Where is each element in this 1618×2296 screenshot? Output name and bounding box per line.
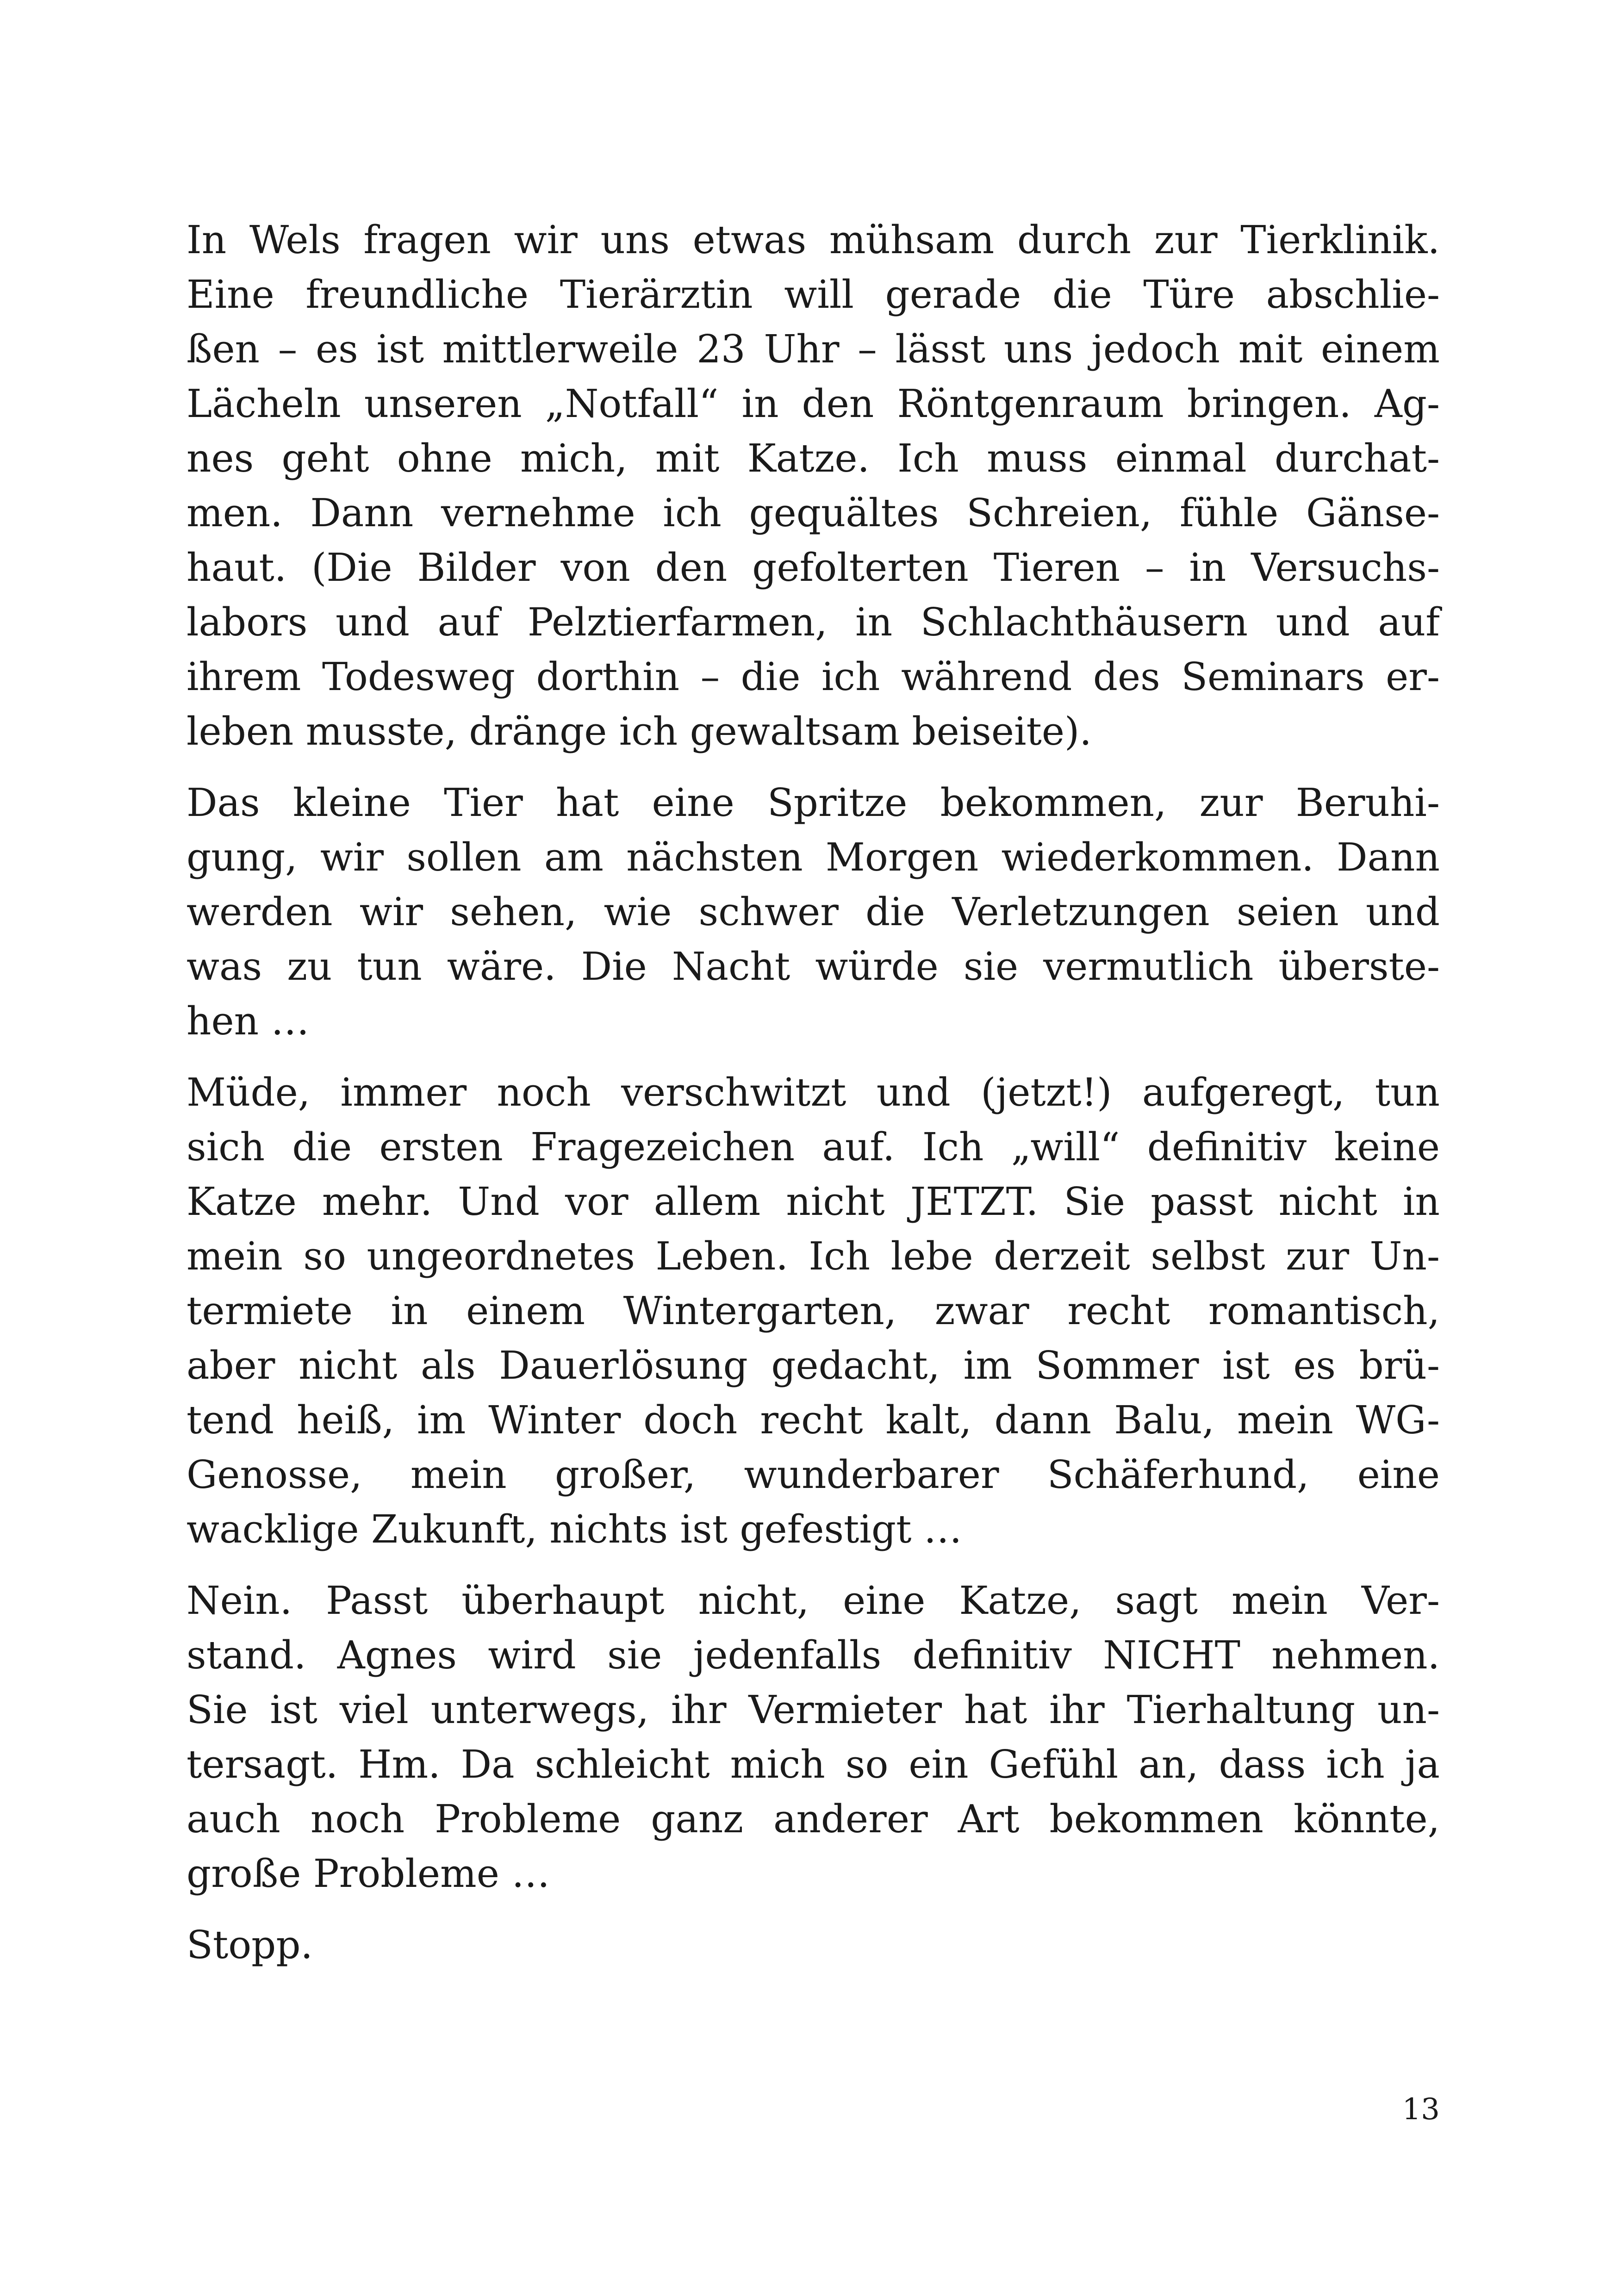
text-line: termiete in einem Wintergarten, zwar recht romantisch, [187, 1288, 1440, 1333]
text-line: große Probleme … [187, 1851, 550, 1896]
text-line: labors und auf Pelztierfarmen, in Schlachthäusern und auf [187, 600, 1440, 645]
text-line: mein so ungeordnetes Leben. Ich lebe derzeit selbst zur Un- [187, 1234, 1440, 1279]
paragraph-1 [187, 213, 1440, 759]
text-line: ihrem Todesweg dorthin – die ich während des Seminars er- [187, 654, 1440, 699]
text-line: tend heiß, im Winter doch recht kalt, dann Balu, mein WG- [187, 1398, 1440, 1443]
text-line: sich die ersten Fragezeichen auf. Ich „will“ definitiv keine [187, 1125, 1440, 1170]
text-line: men. Dann vernehme ich gequältes Schreien, fühle Gänse- [187, 491, 1440, 535]
text-line: Katze mehr. Und vor allem nicht JETZT. Sie passt nicht in [187, 1179, 1440, 1224]
body-text [187, 213, 1440, 1989]
text-line: Eine freundliche Tierärztin will gerade die Türe abschlie- [187, 272, 1440, 317]
text-line: leben musste, dränge ich gewaltsam beiseite). [187, 709, 1092, 754]
text-line: Lächeln unseren „Notfall“ in den Röntgenraum bringen. Ag- [187, 381, 1440, 426]
paragraph-3 [187, 1065, 1440, 1557]
page-number: 13 [1402, 2092, 1440, 2127]
text-line: nes geht ohne mich, mit Katze. Ich muss einmal durchat- [187, 436, 1440, 481]
text-line: ßen – es ist mittlerweile 23 Uhr – lässt uns jedoch mit einem [187, 327, 1440, 372]
text-line: aber nicht als Dauerlösung gedacht, im Sommer ist es brü- [187, 1343, 1440, 1388]
text-line: tersagt. Hm. Da schleicht mich so ein Gefühl an, dass ich ja [187, 1742, 1440, 1787]
text-line: haut. (Die Bilder von den gefolterten Tieren – in Versuchs- [187, 545, 1440, 590]
text-line: hen … [187, 999, 310, 1044]
text-line: Das kleine Tier hat eine Spritze bekommen, zur Beruhi- [187, 780, 1440, 825]
text-line: gung, wir sollen am nächsten Morgen wiederkommen. Dann [187, 835, 1440, 880]
paragraph-4 [187, 1574, 1440, 1901]
text-line: Müde, immer noch verschwitzt und (jetzt!) aufgeregt, tun [187, 1070, 1440, 1115]
text-line: Genosse, mein großer, wunderbarer Schäferhund, eine [187, 1452, 1440, 1497]
text-line: stand. Agnes wird sie jedenfalls definitiv NICHT nehmen. [187, 1633, 1440, 1678]
text-line: auch noch Probleme ganz anderer Art bekommen könnte, [187, 1797, 1440, 1842]
text-line: In Wels fragen wir uns etwas mühsam durch zur Tierklinik. [187, 218, 1440, 262]
paragraph-5 [187, 1918, 1440, 1972]
text-line: Sie ist viel unterwegs, ihr Vermieter hat ihr Tierhaltung un- [187, 1687, 1440, 1732]
paragraph-2 [187, 776, 1440, 1049]
text-line: Nein. Passt überhaupt nicht, eine Katze, sagt mein Ver- [187, 1578, 1440, 1623]
text-line: was zu tun wäre. Die Nacht würde sie vermutlich überste- [187, 944, 1440, 989]
text-line: wacklige Zukunft, nichts ist gefestigt … [187, 1507, 962, 1552]
text-line: Stopp. [187, 1923, 313, 1967]
text-line: werden wir sehen, wie schwer die Verletzungen seien und [187, 890, 1440, 934]
